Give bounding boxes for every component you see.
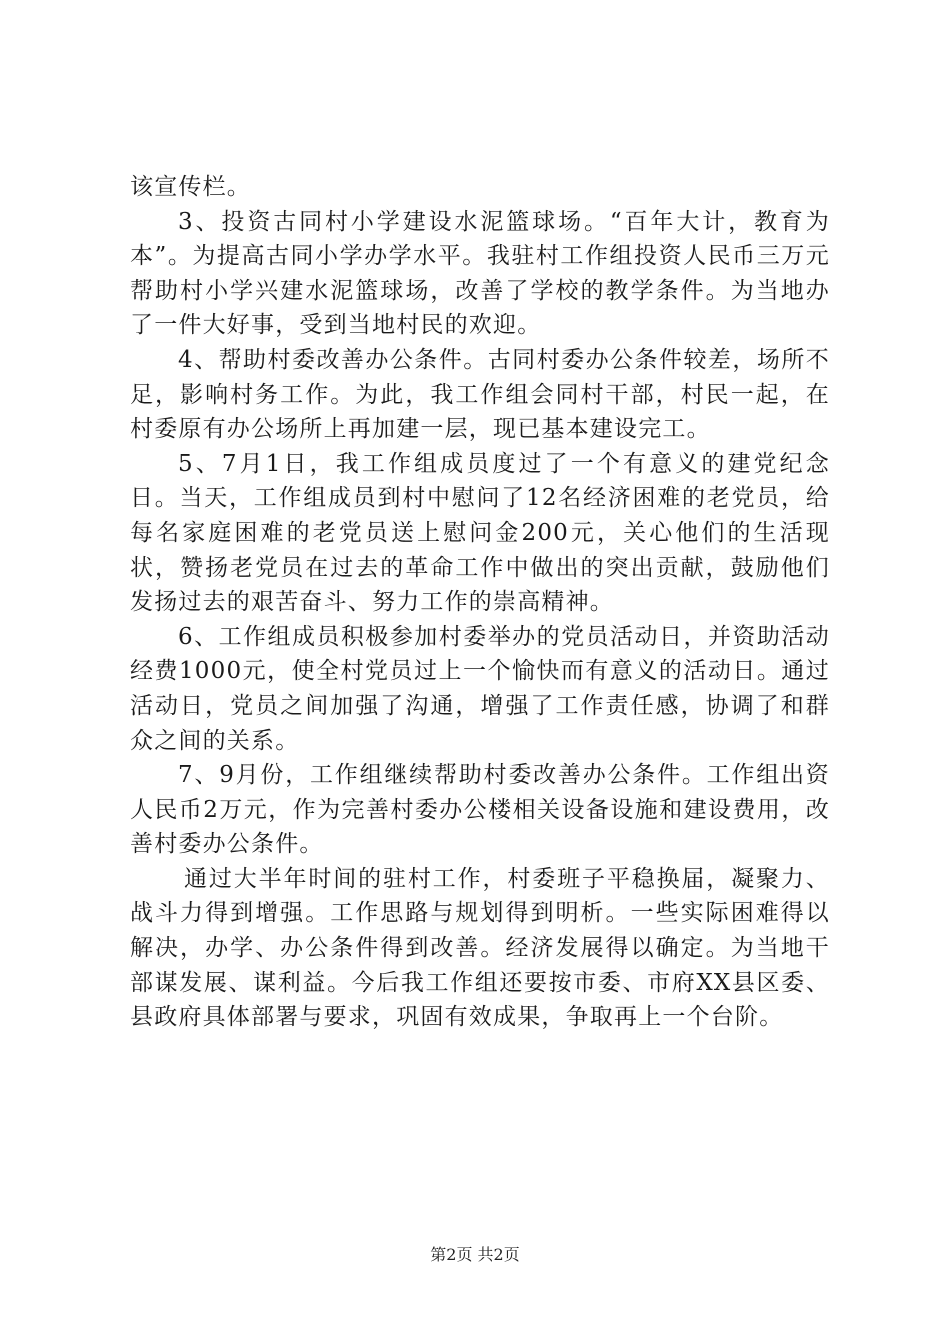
paragraph-item-4: 4、帮助村委改善办公条件。古同村委办公条件较差，场所不足，影响村务工作。为此，我工作组会同村干部，村民一起，在村委原有办公场所上再加建一层，现已基本建设完工。 [130,346,830,443]
paragraph-summary: 通过大半年时间的驻村工作，村委班子平稳换届，凝聚力、战斗力得到增强。工作思路与规划得到明析。一些实际困难得以解决，办学、办公条件得到改善。经济发展得以确定。为当地干部谋发展、谋利益。今后我工作组还要按市委、市府XX县区委、县政府具体部署与要求，巩固有效成果，争取再上一个台阶。 [130,865,830,1031]
paragraph-item-5: 5、7月1日，我工作组成员度过了一个有意义的建党纪念日。当天，工作组成员到村中慰问了12名经济困难的老党员，给每名家庭困难的老党员送上慰问金200元，关心他们的生活现状，赞扬老党员在过去的革命工作中做出的突出贡献，鼓励他们发扬过去的艰苦奋斗、努力工作的崇高精神。 [130,450,830,616]
paragraph-item-3: 3、投资古同村小学建设水泥篮球场。“百年大计，教育为本”。为提高古同小学办学水平。我驻村工作组投资人民币三万元帮助村小学兴建水泥篮球场，改善了学校的教学条件。为当地办了一件大好事，受到当地村民的欢迎。 [130,208,830,339]
paragraph-item-7: 7、9月份，工作组继续帮助村委改善办公条件。工作组出资人民币2万元，作为完善村委办公楼相关设备设施和建设费用，改善村委办公条件。 [130,762,830,858]
paragraph-item-6: 6、工作组成员积极参加村委举办的党员活动日，并资助活动经费1000元，使全村党员过上一个愉快而有意义的活动日。通过活动日，党员之间加强了沟通，增强了工作责任感，协调了和群众之间的关系。 [130,623,830,754]
document-body [130,170,830,1035]
page-footer: 第2页 共2页 [430,1245,520,1264]
paragraph-continuation: 该宣传栏。 [130,174,251,200]
